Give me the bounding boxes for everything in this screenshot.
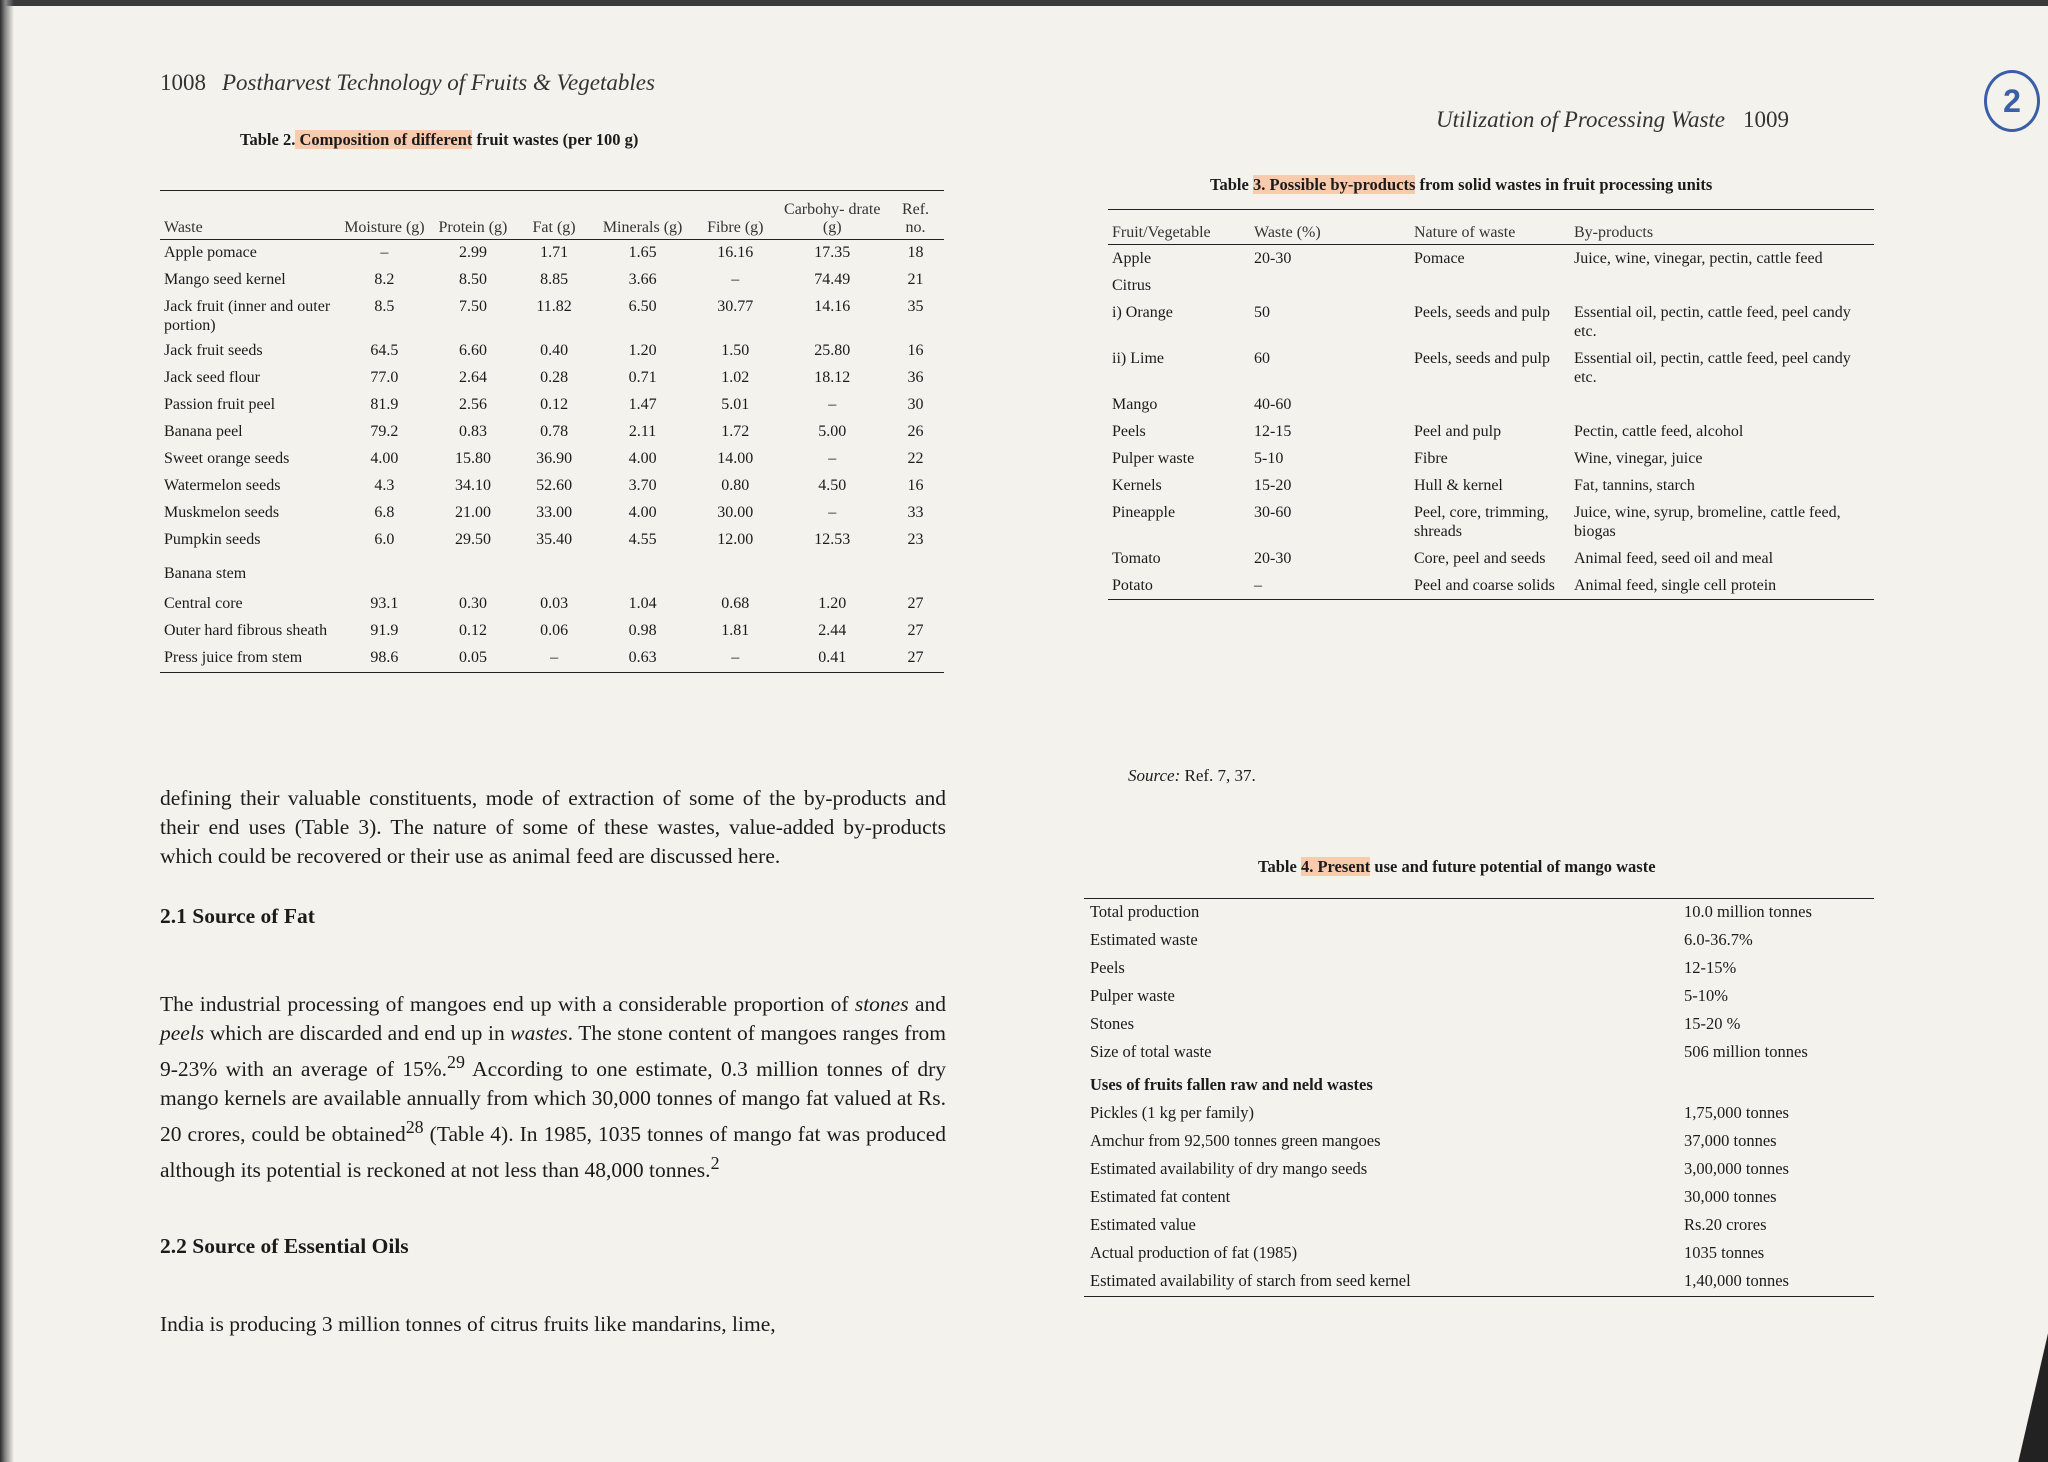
table-cell: Core, peel and seeds	[1414, 550, 1546, 567]
table-cell: 6.8	[374, 504, 395, 521]
paragraph-intro: defining their valuable constituents, mode of extraction of some of the by-products and their end uses (Table 3). The nature of some of these wastes, value-added by-products which could be recovered or their use as animal feed are discussed here.	[160, 786, 946, 868]
table-cell: 21	[907, 271, 924, 288]
table-cell: 33.00	[536, 504, 573, 521]
table-cell: Total production	[1090, 902, 1200, 921]
page-number-left: 1008	[160, 70, 206, 95]
table-row	[160, 500, 944, 527]
table-cell: Actual production of fat (1985)	[1090, 1243, 1298, 1262]
table-cell: Tomato	[1112, 550, 1161, 567]
table-cell: Citrus	[1112, 277, 1152, 294]
p2-text-d: . The stone content of mangoes ranges from 9-23% with an average of 15%.	[160, 1021, 946, 1082]
table-cell: 0.30	[458, 595, 487, 612]
table-cell: 30	[907, 396, 924, 413]
table-cell: 30.00	[717, 504, 754, 521]
table-cell: Potato	[1112, 577, 1153, 594]
table-row	[1084, 1268, 1874, 1297]
table4-body	[1084, 899, 1874, 1297]
table-cell: 26	[907, 423, 924, 440]
table-cell: 23	[907, 531, 924, 548]
table-cell: Kernels	[1112, 477, 1162, 494]
table-cell: Juice, wine, vinegar, pectin, cattle feed	[1574, 250, 1823, 267]
table-cell: Pineapple	[1112, 504, 1176, 521]
page-number-right: 1009	[1743, 107, 1789, 132]
table3-source	[1128, 766, 1256, 786]
table-cell: Estimated waste	[1090, 930, 1198, 949]
table-row	[160, 645, 944, 673]
table-cell: 6.0-36.7%	[1684, 930, 1753, 949]
table-cell: 15.80	[454, 450, 491, 467]
table-cell: 98.6	[370, 649, 399, 666]
table-cell: Amchur from 92,500 tonnes green mangoes	[1090, 1131, 1381, 1150]
table-cell: 1.50	[721, 342, 750, 359]
table-cell: 12-15%	[1684, 958, 1737, 977]
table-cell: 60	[1254, 350, 1270, 367]
table-cell: Pectin, cattle feed, alcohol	[1574, 423, 1744, 440]
table-cell: Hull & kernel	[1414, 477, 1503, 494]
table-row	[160, 267, 944, 294]
table-cell	[1250, 272, 1410, 299]
table-row	[160, 527, 944, 554]
table-cell: 0.12	[540, 396, 569, 413]
table-cell: Press juice from stem	[164, 649, 303, 666]
table2-caption-highlight: Composition of different	[295, 130, 473, 149]
table-cell: 30-60	[1254, 504, 1292, 521]
table-cell: 1.71	[540, 244, 569, 261]
table4-mango-waste	[1084, 898, 1874, 1297]
page-mark-number: 2	[2003, 82, 2021, 119]
table-cell: –	[828, 504, 837, 521]
table4-caption-rest: use and future potential of mango waste	[1370, 857, 1656, 876]
table-row	[1108, 545, 1874, 572]
table3-header-cell: By-products	[1570, 210, 1874, 245]
table-row	[160, 473, 944, 500]
table-cell: Essential oil, pectin, cattle feed, peel candy etc.	[1574, 350, 1851, 386]
table-cell: 1,40,000 tonnes	[1684, 1271, 1789, 1290]
table-row	[1108, 418, 1874, 445]
table-cell: 18	[907, 244, 924, 261]
table-cell: Peels	[1090, 958, 1125, 977]
table-cell: 16.16	[717, 244, 754, 261]
table-cell: 35.40	[536, 531, 573, 548]
table-row	[1084, 1184, 1874, 1212]
table3-caption-prefix: Table	[1210, 175, 1253, 194]
table-cell: 35	[907, 298, 924, 315]
table-row	[1084, 927, 1874, 955]
table-cell: 3.66	[628, 271, 657, 288]
table-cell: 0.80	[721, 477, 750, 494]
chapter-title: Utilization of Processing Waste	[1436, 107, 1725, 132]
table-cell: 0.71	[628, 369, 657, 386]
table2-caption-prefix: Table 2.	[240, 130, 296, 149]
binding-shadow	[0, 0, 14, 1462]
table-cell: 27	[907, 622, 924, 639]
table3-body	[1108, 245, 1874, 600]
table-cell: 1.47	[628, 396, 657, 413]
table-cell: 12.00	[717, 531, 754, 548]
table-cell: 5-10%	[1684, 986, 1728, 1005]
table-cell: –	[380, 244, 389, 261]
table-cell: Muskmelon seeds	[164, 504, 280, 521]
table-cell: 15-20 %	[1684, 1014, 1741, 1033]
table-cell: 14.00	[717, 450, 754, 467]
table-cell: Sweet orange seeds	[164, 450, 290, 467]
table-cell: 29.50	[454, 531, 491, 548]
table-cell: 4.00	[370, 450, 399, 467]
table-cell: 0.68	[721, 595, 750, 612]
table-cell: 93.1	[370, 595, 399, 612]
table-cell: 15-20	[1254, 477, 1292, 494]
table-cell: –	[828, 396, 837, 413]
table2-header-cell: Minerals (g)	[592, 191, 693, 240]
table-row	[1108, 499, 1874, 545]
table-cell: Estimated availability of dry mango seeds	[1090, 1159, 1368, 1178]
table-cell: Pomace	[1414, 250, 1465, 267]
table-cell: Estimated value	[1090, 1215, 1196, 1234]
table-cell: 0.63	[628, 649, 657, 666]
table-cell: Fibre	[1414, 450, 1448, 467]
table2-body	[160, 240, 944, 673]
table-cell: 0.78	[540, 423, 569, 440]
table-cell: –	[550, 649, 559, 666]
table3-header-cell: Nature of waste	[1410, 210, 1570, 245]
table-cell	[1570, 391, 1874, 418]
table-cell: Stones	[1090, 1014, 1135, 1033]
table-cell: 1.02	[721, 369, 750, 386]
table-cell: 2.99	[458, 244, 487, 261]
table-cell: 8.85	[540, 271, 569, 288]
table-cell: 1.65	[628, 244, 657, 261]
table-cell: 4.55	[628, 531, 657, 548]
table-row	[1084, 1011, 1874, 1039]
table-cell: 16	[907, 477, 924, 494]
table4-caption-highlight: 4. Present	[1300, 857, 1371, 876]
table-cell: Pumpkin seeds	[164, 531, 261, 548]
table-row	[1084, 1128, 1874, 1156]
table-cell: 1,75,000 tonnes	[1684, 1103, 1789, 1122]
table-cell: Essential oil, pectin, cattle feed, peel candy etc.	[1574, 304, 1851, 340]
table-cell: 4.00	[628, 450, 657, 467]
table-cell: 2.44	[818, 622, 847, 639]
table-cell: Banana peel	[164, 423, 243, 440]
table-row	[1108, 472, 1874, 499]
table-cell: 8.2	[374, 271, 395, 288]
table3-header-cell: Waste (%)	[1250, 210, 1410, 245]
table-cell: Jack seed flour	[164, 369, 260, 386]
table2-header-cell: Fibre (g)	[693, 191, 777, 240]
table2-header-cell: Carbohy- drate (g)	[777, 191, 887, 240]
table-cell: 2.11	[628, 423, 657, 440]
table4-subheading: Uses of fruits fallen raw and neld wastes	[1090, 1075, 1373, 1094]
table-row	[1084, 899, 1874, 928]
table3-byproducts	[1108, 209, 1874, 600]
table-cell: Peel, core, trimming, shreads	[1414, 504, 1549, 540]
table-row	[1084, 1156, 1874, 1184]
table-cell: 33	[907, 504, 924, 521]
table-cell: 4.00	[628, 504, 657, 521]
table-cell: Pulper waste	[1112, 450, 1195, 467]
table-row	[1108, 299, 1874, 345]
table2-header-cell: Fat (g)	[516, 191, 592, 240]
table-row	[160, 419, 944, 446]
table-row	[160, 240, 944, 268]
table2-group-row	[160, 554, 944, 591]
table-cell: Estimated availability of starch from seed kernel	[1090, 1271, 1411, 1290]
table-cell: 5.01	[721, 396, 750, 413]
table-cell: 30.77	[717, 298, 754, 315]
table4-caption	[1258, 857, 1656, 877]
p2-text-f: (Table 4). In 1985, 1035 tonnes of mango fat was produced although its potential is reckoned at not less than 48,000 tonnes.	[160, 1122, 946, 1183]
table-cell: Central core	[164, 595, 243, 612]
table-row	[1084, 1100, 1874, 1128]
table-cell: Jack fruit (inner and outer portion)	[164, 298, 331, 334]
table-cell: 91.9	[370, 622, 399, 639]
section-heading-fat: 2.1 Source of Fat	[160, 904, 315, 928]
table-cell: 27	[907, 649, 924, 666]
table-cell: –	[731, 649, 740, 666]
table-cell: ii) Lime	[1112, 350, 1164, 367]
table-cell: Animal feed, single cell protein	[1574, 577, 1777, 594]
table-cell: Pickles (1 kg per family)	[1090, 1103, 1255, 1122]
table-cell: 18.12	[814, 369, 851, 386]
paragraph-oils: India is producing 3 million tonnes of citrus fruits like mandarins, lime,	[160, 1312, 776, 1336]
table-cell: 25.80	[814, 342, 851, 359]
table-cell: Passion fruit peel	[164, 396, 276, 413]
table-cell: Juice, wine, syrup, bromeline, cattle feed, biogas	[1574, 504, 1841, 540]
table2-header-cell: Waste	[160, 191, 339, 240]
table-row	[160, 392, 944, 419]
table-row	[1084, 1212, 1874, 1240]
table-row	[1084, 983, 1874, 1011]
table-cell: 3,00,000 tonnes	[1684, 1159, 1789, 1178]
table-cell: Apple pomace	[164, 244, 257, 261]
table-cell: Rs.20 crores	[1684, 1215, 1767, 1234]
table-cell: Mango seed kernel	[164, 271, 286, 288]
table-cell: 34.10	[454, 477, 491, 494]
table-cell: Wine, vinegar, juice	[1574, 450, 1703, 467]
table2-header-cell: Ref. no.	[887, 191, 944, 240]
citation-29: 29	[447, 1052, 465, 1072]
table-cell: 30,000 tonnes	[1684, 1187, 1777, 1206]
table-cell: 6.0	[374, 531, 395, 548]
running-head-right	[1436, 107, 1789, 133]
table-cell: Outer hard fibrous sheath	[164, 622, 328, 639]
table-cell: 0.40	[540, 342, 569, 359]
table-cell: Fat, tannins, starch	[1574, 477, 1695, 494]
table-cell: Peel and pulp	[1414, 423, 1502, 440]
table4-subheading-row	[1084, 1067, 1874, 1100]
page-top-edge	[0, 0, 2048, 6]
table-row	[1108, 272, 1874, 299]
table-cell: 36	[907, 369, 924, 386]
table-row	[1084, 1039, 1874, 1067]
table-cell: 12.53	[814, 531, 851, 548]
table-row	[160, 446, 944, 473]
table-row	[1108, 391, 1874, 418]
p2-text-c: which are discarded and end up in	[204, 1021, 511, 1045]
p2-emphasis-stones: stones	[854, 992, 909, 1016]
table-cell: Pulper waste	[1090, 986, 1175, 1005]
table-cell: 0.83	[458, 423, 487, 440]
table-cell: Size of total waste	[1090, 1042, 1212, 1061]
table4-caption-prefix: Table	[1258, 857, 1301, 876]
table-cell: 7.50	[458, 298, 487, 315]
table-row	[1108, 445, 1874, 472]
table-row	[160, 365, 944, 392]
table-cell: 14.16	[814, 298, 851, 315]
table-cell: –	[828, 450, 837, 467]
table-cell: 12-15	[1254, 423, 1292, 440]
citation-2: 2	[710, 1153, 720, 1174]
table-cell: –	[731, 271, 740, 288]
table-cell: 20-30	[1254, 550, 1292, 567]
section-heading-oils: 2.2 Source of Essential Oils	[160, 1234, 409, 1258]
source-label: Source:	[1128, 766, 1181, 785]
table-cell: 0.41	[818, 649, 847, 666]
table-row	[1108, 345, 1874, 391]
table-cell: 1.72	[721, 423, 750, 440]
paragraph-fat	[160, 990, 946, 1185]
table-cell	[1570, 272, 1874, 299]
p2-text-b: and	[908, 992, 946, 1016]
running-head-left	[160, 70, 655, 96]
table-cell: 4.3	[374, 477, 395, 494]
table-cell: 40-60	[1254, 396, 1292, 413]
table-cell: Jack fruit seeds	[164, 342, 263, 359]
table-cell: Peel and coarse solids	[1414, 577, 1555, 594]
table-cell: 1.20	[818, 595, 847, 612]
table-cell: 6.60	[458, 342, 487, 359]
p2-emphasis-wastes: wastes	[510, 1021, 568, 1045]
table-row	[160, 618, 944, 645]
table2-header-row	[160, 191, 944, 240]
table-row	[1084, 1240, 1874, 1268]
table2-caption-rest: fruit wastes (per 100 g)	[472, 130, 639, 149]
table-cell: 1.81	[721, 622, 750, 639]
table-cell: 74.49	[814, 271, 851, 288]
table-row	[160, 294, 944, 338]
table-cell: 6.50	[628, 298, 657, 315]
table-cell: 1.04	[628, 595, 657, 612]
table-cell: Estimated fat content	[1090, 1187, 1231, 1206]
table-cell: 0.06	[540, 622, 569, 639]
table-cell	[1410, 391, 1570, 418]
table2-header-cell: Protein (g)	[430, 191, 516, 240]
table-cell: 77.0	[370, 369, 399, 386]
table-row	[1108, 245, 1874, 273]
table-cell: Animal feed, seed oil and meal	[1574, 550, 1774, 567]
table2-header-cell: Moisture (g)	[339, 191, 430, 240]
handwritten-page-mark	[1984, 70, 2040, 132]
table-cell: –	[1254, 577, 1262, 594]
table-cell: 50	[1254, 304, 1270, 321]
table-cell: 5.00	[818, 423, 847, 440]
table-cell: Peels, seeds and pulp	[1414, 304, 1550, 321]
table-cell: 0.98	[628, 622, 657, 639]
table3-caption	[1210, 175, 1712, 195]
table-cell: 0.05	[458, 649, 487, 666]
source-text: Ref. 7, 37.	[1180, 766, 1256, 785]
table-cell: Peels	[1112, 423, 1146, 440]
table-cell: 10.0 million tonnes	[1684, 902, 1812, 921]
book-title: Postharvest Technology of Fruits & Vegetables	[222, 70, 655, 95]
table-row	[160, 338, 944, 365]
table3-header-cell: Fruit/Vegetable	[1108, 210, 1250, 245]
table-cell: 2.56	[458, 396, 487, 413]
table-cell: 1.20	[628, 342, 657, 359]
table-cell: 4.50	[818, 477, 847, 494]
page-corner	[2018, 1332, 2048, 1462]
table-cell	[1410, 272, 1570, 299]
table-cell: 20-30	[1254, 250, 1292, 267]
citation-28: 28	[405, 1117, 424, 1138]
p2-text-e: According to one estimate, 0.3 million tonnes of dry mango kernels are available annually from which 30,000 tonnes of mango fat valued at Rs. 20 crores, could be obtained	[160, 1057, 946, 1147]
table-cell: 79.2	[370, 423, 399, 440]
table-cell: 37,000 tonnes	[1684, 1131, 1777, 1150]
table-cell: 11.82	[536, 298, 572, 315]
table-cell: 1035 tonnes	[1684, 1243, 1765, 1262]
p2-text-a: The industrial processing of mangoes end up with a considerable proportion of	[160, 992, 855, 1016]
table-cell: 2.64	[458, 369, 487, 386]
table-cell: 81.9	[370, 396, 399, 413]
table-cell: Watermelon seeds	[164, 477, 281, 494]
table-cell: 8.5	[374, 298, 395, 315]
table-row	[160, 591, 944, 618]
table-cell: 0.12	[458, 622, 487, 639]
table-cell: 36.90	[536, 450, 573, 467]
table-cell: 5-10	[1254, 450, 1284, 467]
table-cell: 17.35	[814, 244, 851, 261]
table-cell: 506 million tonnes	[1684, 1042, 1808, 1061]
table3-caption-highlight: 3. Possible by-products	[1252, 175, 1416, 194]
table-cell: Peels, seeds and pulp	[1414, 350, 1550, 367]
table-cell: 3.70	[628, 477, 657, 494]
table-cell: 64.5	[370, 342, 399, 359]
table2-caption	[240, 130, 638, 150]
table3-header-row	[1108, 210, 1874, 245]
table-cell: 27	[907, 595, 924, 612]
table-row	[1108, 572, 1874, 600]
table2-group-label: Banana stem	[164, 565, 247, 582]
table-cell: 21.00	[454, 504, 491, 521]
table-cell: Apple	[1112, 250, 1152, 267]
table2-composition	[160, 190, 944, 673]
table-cell: 52.60	[536, 477, 573, 494]
table-cell: 8.50	[458, 271, 487, 288]
p2-emphasis-peels: peels	[160, 1021, 205, 1045]
table-cell: 0.28	[540, 369, 569, 386]
table-cell: 0.03	[540, 595, 569, 612]
table3-caption-rest: from solid wastes in fruit processing units	[1415, 175, 1713, 194]
table-cell: i) Orange	[1112, 304, 1173, 321]
table-cell: Mango	[1112, 396, 1158, 413]
table-row	[1084, 955, 1874, 983]
table-cell: 22	[907, 450, 924, 467]
table-cell: 16	[907, 342, 924, 359]
